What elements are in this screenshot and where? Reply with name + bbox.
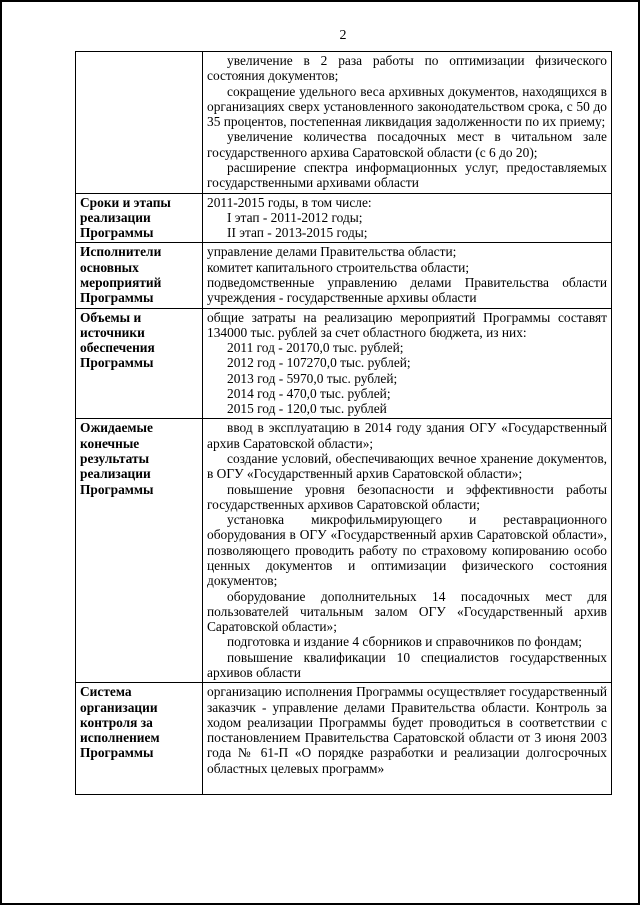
paragraph: установка микрофильмирующего и реставрационного оборудования в ОГУ «Государственный архив Саратовской области», позволяющего проводить работу по страховому копированию особо ценных документов и оптимизации физического состояния документов; — [207, 512, 607, 589]
table-row — [76, 683, 612, 795]
paragraph: общие затраты на реализацию мероприятий Программы составят 134000 тыс. рублей за счет областного бюджета, из них: — [207, 309, 607, 340]
row-content — [203, 683, 612, 795]
paragraph: сокращение удельного веса архивных документов, находящихся в организациях сверх установленного законодательством срока, с 50 до 35 процентов, постепенная ликвидация задолженности по их приему; — [207, 83, 607, 130]
paragraph: 2012 год - 107270,0 тыс. рублей; — [227, 355, 411, 371]
paragraph: подготовка и издание 4 сборников и справочников по фондам; — [227, 634, 583, 650]
paragraph: увеличение в 2 раза работы по оптимизации физического состояния документов; — [207, 53, 607, 84]
row-header-continued — [76, 52, 203, 194]
program-passport-table — [75, 51, 612, 795]
paragraph: 2015 год - 120,0 тыс. рублей — [227, 401, 387, 417]
row-content — [203, 419, 612, 683]
paragraph: оборудование дополнительных 14 посадочных мест для пользователей читальным залом ОГУ «Государственный архив Саратовской области»; — [207, 588, 607, 635]
table-row — [76, 52, 612, 194]
paragraph: увеличение количества посадочных мест в читальном зале государственного архива Саратовской области (с 6 до 20); — [207, 129, 607, 160]
paragraph: расширение спектра информационных услуг, предоставляемых государственными архивами области — [207, 159, 607, 191]
paragraph: повышение квалификации 10 специалистов государственных архивов области — [207, 649, 607, 680]
paragraph: 2011 год - 20170,0 тыс. рублей; — [227, 340, 404, 356]
paragraph: управление делами Правительства области; — [207, 244, 457, 260]
paragraph: комитет капитального строительства области; — [207, 259, 470, 275]
paragraph: создание условий, обеспечивающих вечное хранение документов, в ОГУ «Государственный архив Саратовской области»; — [207, 451, 607, 482]
paragraph: 2011-2015 годы, в том числе: — [207, 194, 372, 210]
paragraph: 2013 год - 5970,0 тыс. рублей; — [227, 370, 398, 386]
paragraph: ввод в эксплуатацию в 2014 году здания ОГУ «Государственный архив Саратовской области»; — [207, 420, 607, 451]
row-header-executors: Исполнители основных мероприятий Программы — [76, 243, 203, 308]
paragraph: II этап - 2013-2015 годы; — [227, 225, 368, 241]
table-row — [76, 419, 612, 683]
row-content — [203, 243, 612, 308]
row-content — [203, 52, 612, 194]
paragraph: 2014 год - 470,0 тыс. рублей; — [227, 385, 391, 401]
table-row — [76, 193, 612, 243]
page-number: 2 — [339, 28, 347, 43]
paragraph: I этап - 2011-2012 годы; — [227, 209, 363, 225]
paragraph: повышение уровня безопасности и эффективности работы государственных архивов Саратовской области; — [207, 481, 607, 512]
row-header-volumes: Объемы и источники обеспечения Программы — [76, 308, 203, 419]
row-content — [203, 193, 612, 243]
row-header-control-system: Система организации контроля за исполнением Программы — [76, 683, 203, 795]
row-header-terms: Сроки и этапы реализации Программы — [76, 193, 203, 243]
row-content — [203, 308, 612, 419]
table-row — [76, 243, 612, 308]
row-header-expected-results: Ожидаемые конечные результаты реализации Программы — [76, 419, 203, 683]
paragraph: подведомственные управлению делами Правительства области учреждения - государственные архивы области — [207, 274, 607, 306]
paragraph: организацию исполнения Программы осуществляет государственный заказчик - управление делами Правительства области. Контроль за ходом реализации Программы будет проводиться в соответствии с постановлением Правительства Саратовской области от 3 июня 2003 года № 61-П «О порядке разработки и реализации долгосрочных областных целевых программ» — [207, 684, 607, 776]
table-row — [76, 308, 612, 419]
